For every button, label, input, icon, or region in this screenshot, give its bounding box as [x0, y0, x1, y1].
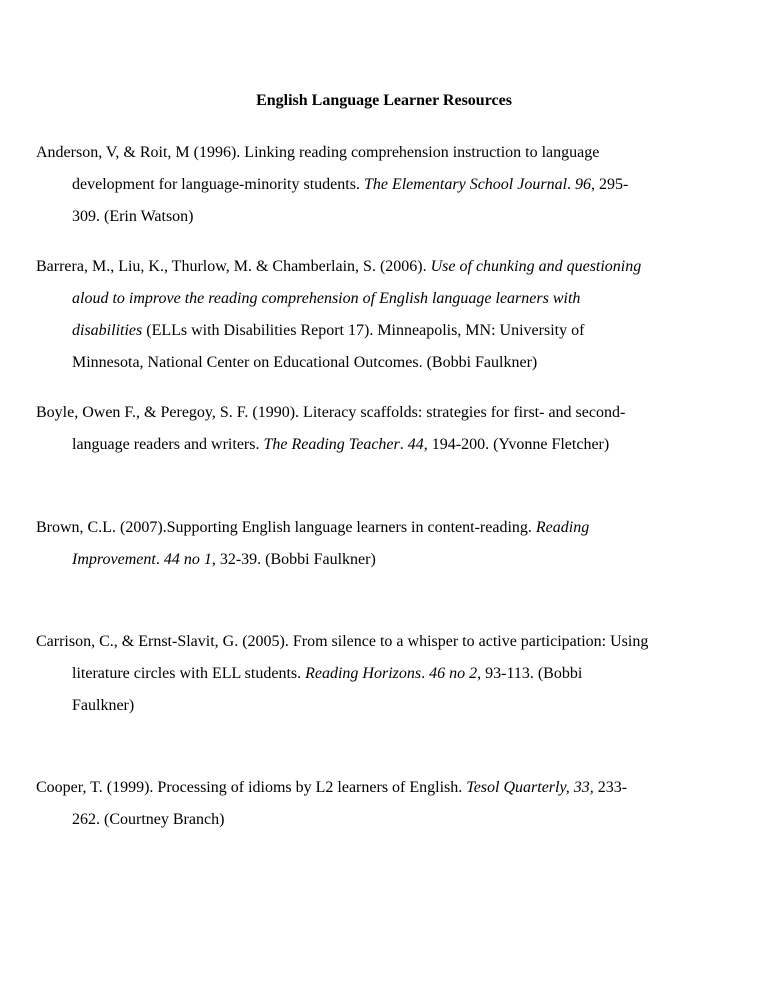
journal-title: The Reading Teacher	[263, 436, 400, 453]
reference-text: Cooper, T. (1999). Processing of idioms by L2 learners of English.	[36, 779, 467, 796]
reference-line	[36, 257, 641, 277]
reference-line	[72, 353, 537, 373]
volume: 44	[407, 436, 424, 453]
report-title: Use of chunking and questioning	[430, 258, 642, 275]
reference-text: Boyle, Owen F., & Peregoy, S. F. (1990). Literacy scaffolds: strategies for first- and second-	[36, 404, 626, 421]
reference-line	[72, 550, 376, 570]
reference-text: .	[421, 665, 430, 682]
journal-title: Reading	[535, 519, 590, 536]
reference-text: , 194-200. (Yvonne Fletcher)	[423, 436, 610, 453]
reference-text: , 93-113. (Bobbi	[477, 665, 583, 682]
reference-line	[72, 289, 580, 309]
reference-text: Barrera, M., Liu, K., Thurlow, M. & Chamberlain, S. (2006).	[36, 258, 431, 275]
reference-text: 233-	[593, 779, 628, 796]
reference-text: Faulkner)	[72, 697, 135, 714]
reference-text: 309. (Erin Watson)	[72, 208, 194, 225]
reference-text: .	[155, 551, 164, 568]
page-title: English Language Learner Resources	[256, 92, 512, 109]
journal-title: Reading Horizons	[305, 665, 422, 682]
reference-line	[36, 518, 589, 538]
reference-text: .	[567, 176, 576, 193]
reference-text: , 32-39. (Bobbi Faulkner)	[211, 551, 376, 568]
reference-text: Anderson, V, & Roit, M (1996). Linking reading comprehension instruction to language	[36, 144, 600, 161]
reference-text: Carrison, C., & Ernst-Slavit, G. (2005). From silence to a whisper to active participation: Using	[36, 633, 649, 650]
reference-line	[72, 696, 134, 716]
report-title: aloud to improve the reading comprehension of English language learners with	[72, 290, 581, 307]
reference-text: language readers and writers.	[72, 436, 264, 453]
reference-text: .	[399, 436, 408, 453]
report-title: disabilities	[72, 322, 143, 339]
volume: 96	[575, 176, 592, 193]
reference-text: , 295-	[591, 176, 629, 193]
reference-text: development for language-minority students.	[72, 176, 364, 193]
reference-text: Brown, C.L. (2007).Supporting English language learners in content-reading.	[36, 519, 536, 536]
reference-line	[36, 143, 599, 163]
journal-title: Tesol Quarterly, 33,	[466, 779, 594, 796]
reference-line	[72, 321, 584, 341]
reference-line	[72, 175, 628, 195]
volume: 44 no 1	[163, 551, 212, 568]
journal-title: Improvement	[72, 551, 156, 568]
reference-text: literature circles with ELL students.	[72, 665, 306, 682]
reference-text: Minnesota, National Center on Educational Outcomes. (Bobbi Faulkner)	[72, 354, 538, 371]
volume: 46 no 2	[429, 665, 478, 682]
reference-line	[36, 778, 627, 798]
reference-line	[72, 810, 224, 830]
reference-text: 262. (Courtney Branch)	[72, 811, 225, 828]
journal-title: The Elementary School Journal	[363, 176, 568, 193]
reference-line	[72, 207, 194, 227]
reference-line	[72, 435, 609, 455]
reference-line	[36, 632, 648, 652]
reference-line	[36, 403, 625, 423]
reference-text: (ELLs with Disabilities Report 17). Minneapolis, MN: University of	[142, 322, 585, 339]
reference-line	[72, 664, 582, 684]
